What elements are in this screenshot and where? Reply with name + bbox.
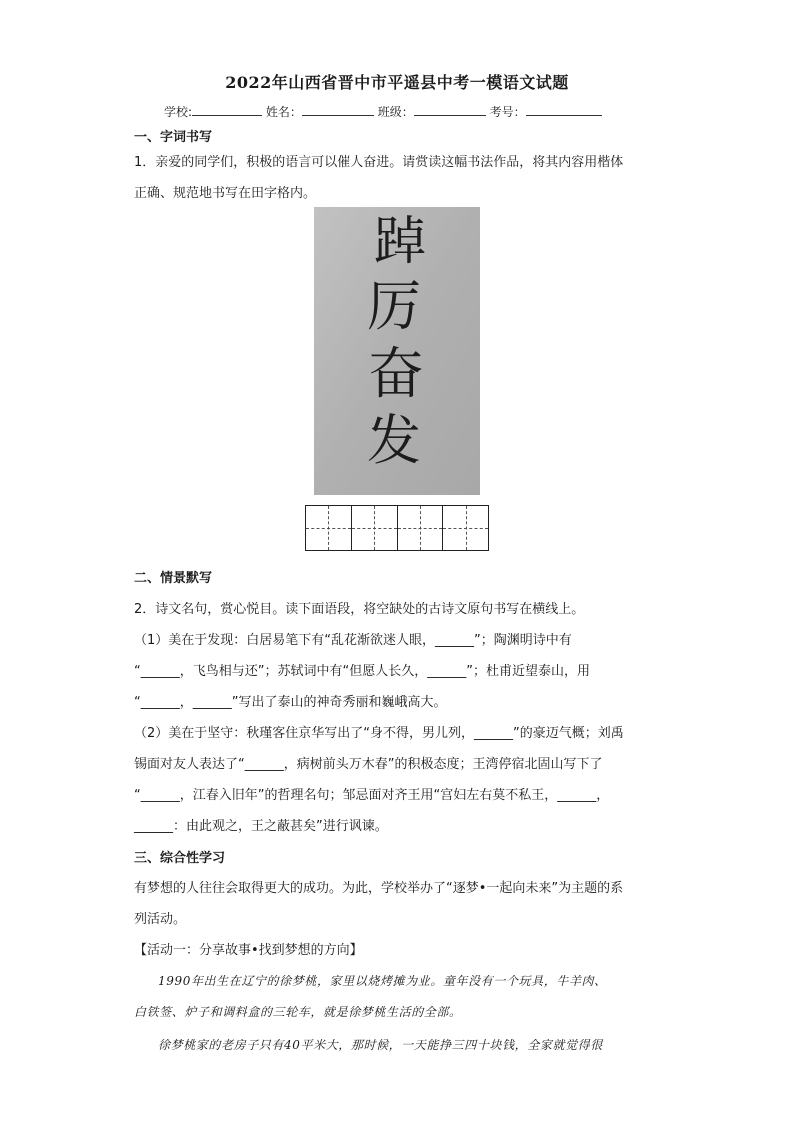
q2-p1-line3: “______，______”写出了泰山的神奇秀丽和巍峨高大。: [134, 695, 447, 710]
q2-intro: 2．诗文名句，赏心悦目。读下面语段，将空缺处的古诗文原句书写在横线上。: [134, 602, 585, 617]
s3-intro-line1: 有梦想的人往往会取得更大的成功。为此，学校举办了“逐梦•一起向未来”为主题的系: [134, 881, 624, 896]
calligraphy-char-1: 踔: [373, 212, 427, 272]
story-line1: 1990年出生在辽宁的徐梦桃，家里以烧烤摊为业。童年没有一个玩具，牛羊肉、: [158, 974, 607, 988]
school-blank[interactable]: [192, 103, 262, 116]
q1-text-line1: 1．亲爱的同学们，积极的语言可以催人奋进。请赏读这幅书法作品，将其内容用楷体: [134, 155, 624, 170]
number-label: 考号：: [489, 105, 526, 119]
grid-cell[interactable]: [398, 506, 444, 550]
grid-cell[interactable]: [443, 506, 488, 550]
calligraphy-image: [314, 207, 480, 495]
q2-p1-line1: （1）美在于发现：白居易笔下有“乱花渐欲迷人眼，______”；陶渊明诗中有: [134, 633, 572, 648]
name-blank[interactable]: [302, 103, 374, 116]
grid-cell[interactable]: [352, 506, 398, 550]
number-blank[interactable]: [526, 103, 602, 116]
activity1-heading: 【活动一：分享故事•找到梦想的方向】: [134, 943, 363, 958]
q1-text-line2: 正确、规范地书写在田字格内。: [134, 186, 317, 201]
calligraphy-char-4: 发: [367, 409, 421, 472]
class-label: 班级：: [377, 105, 414, 119]
calligraphy-svg: [314, 207, 480, 495]
section-heading-1: 一、字词书写: [134, 130, 213, 145]
q2-p2-line3: “______，江春入旧年”的哲理名句；邹忌面对齐王用“宫妇左右莫不私王，______，: [134, 788, 610, 803]
calligraphy-char-3: 奋: [368, 342, 424, 407]
name-label: 姓名：: [265, 105, 302, 119]
s3-intro-line2: 列活动。: [134, 912, 187, 927]
q2-p1-line2: “______，飞鸟相与还”；苏轼词中有“但愿人长久，______”；杜甫近望泰山，用: [134, 664, 590, 679]
story-line2: 白铁签、炉子和调料盒的三轮车，就是徐梦桃生活的全部。: [134, 1005, 462, 1019]
page-title: 2022年山西省晋中市平遥县中考一模语文试题: [225, 73, 569, 92]
section-heading-3: 三、综合性学习: [134, 851, 226, 866]
q2-p2-line1: （2）美在于坚守：秋瑾客住京华写出了“身不得，男儿列，______”的豪迈气概；刘禹: [134, 726, 624, 741]
class-blank[interactable]: [414, 103, 486, 116]
grid-cell[interactable]: [306, 506, 352, 550]
student-info-line: [164, 103, 602, 120]
school-label: 学校:: [164, 105, 193, 119]
story-line3: 徐梦桃家的老房子只有40平米大，那时候，一天能挣三四十块钱，全家就觉得很: [158, 1038, 603, 1052]
q2-p2-line2: 锡面对友人表达了“______，病树前头万木春”的积极态度；王湾停宿北固山写下了: [134, 757, 603, 772]
calligraphy-char-2: 厉: [367, 275, 421, 338]
tianzige-grid[interactable]: [305, 505, 489, 551]
q2-p2-line4: ______：由此观之，王之蔽甚矣”进行讽谏。: [134, 819, 388, 834]
section-heading-2: 二、情景默写: [134, 571, 213, 586]
